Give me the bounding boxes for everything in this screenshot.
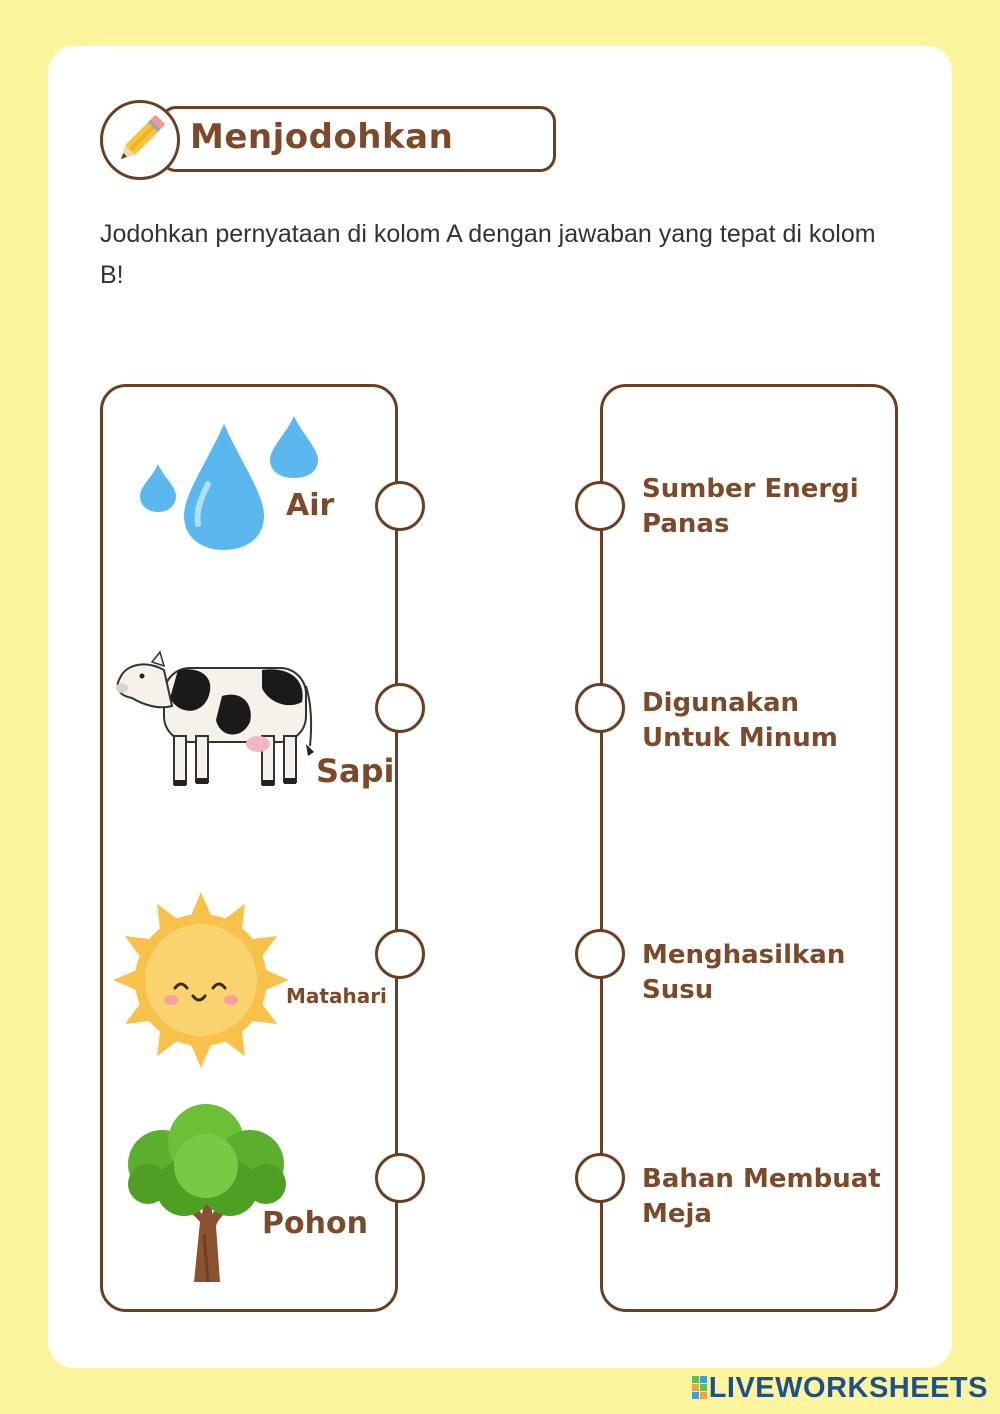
label-a-air: Air bbox=[286, 488, 335, 523]
match-dot-a-1[interactable] bbox=[375, 481, 425, 531]
pencil-badge bbox=[100, 100, 180, 180]
match-dot-b-1[interactable] bbox=[575, 481, 625, 531]
label-b-4: Bahan Membuat Meja bbox=[642, 1164, 881, 1229]
match-dot-b-2[interactable] bbox=[575, 683, 625, 733]
label-b-3: Menghasilkan Susu bbox=[642, 940, 846, 1005]
page-title: Menjodohkan bbox=[190, 117, 454, 157]
cow-icon bbox=[112, 646, 322, 792]
match-dot-b-4[interactable] bbox=[575, 1153, 625, 1203]
label-a-matahari: Matahari bbox=[286, 984, 387, 1008]
label-a-pohon: Pohon bbox=[262, 1206, 368, 1241]
brand-logo[interactable]: LIVEWORKSHEETS bbox=[708, 1372, 988, 1404]
water-drops-icon bbox=[136, 414, 326, 554]
pencil-icon bbox=[103, 103, 177, 177]
label-b-2: Digunakan Untuk Minum bbox=[642, 688, 838, 753]
tree-icon bbox=[122, 1104, 288, 1282]
match-dot-a-2[interactable] bbox=[375, 683, 425, 733]
sun-icon bbox=[112, 892, 290, 1068]
match-dot-a-3[interactable] bbox=[375, 929, 425, 979]
match-dot-b-3[interactable] bbox=[575, 929, 625, 979]
instruction-text: Jodohkan pernyataan di kolom A dengan jawaban yang tepat di kolom B! bbox=[100, 220, 876, 289]
match-dot-a-4[interactable] bbox=[375, 1153, 425, 1203]
label-a-sapi: Sapi bbox=[316, 752, 395, 790]
label-b-1: Sumber Energi Panas bbox=[642, 474, 859, 539]
